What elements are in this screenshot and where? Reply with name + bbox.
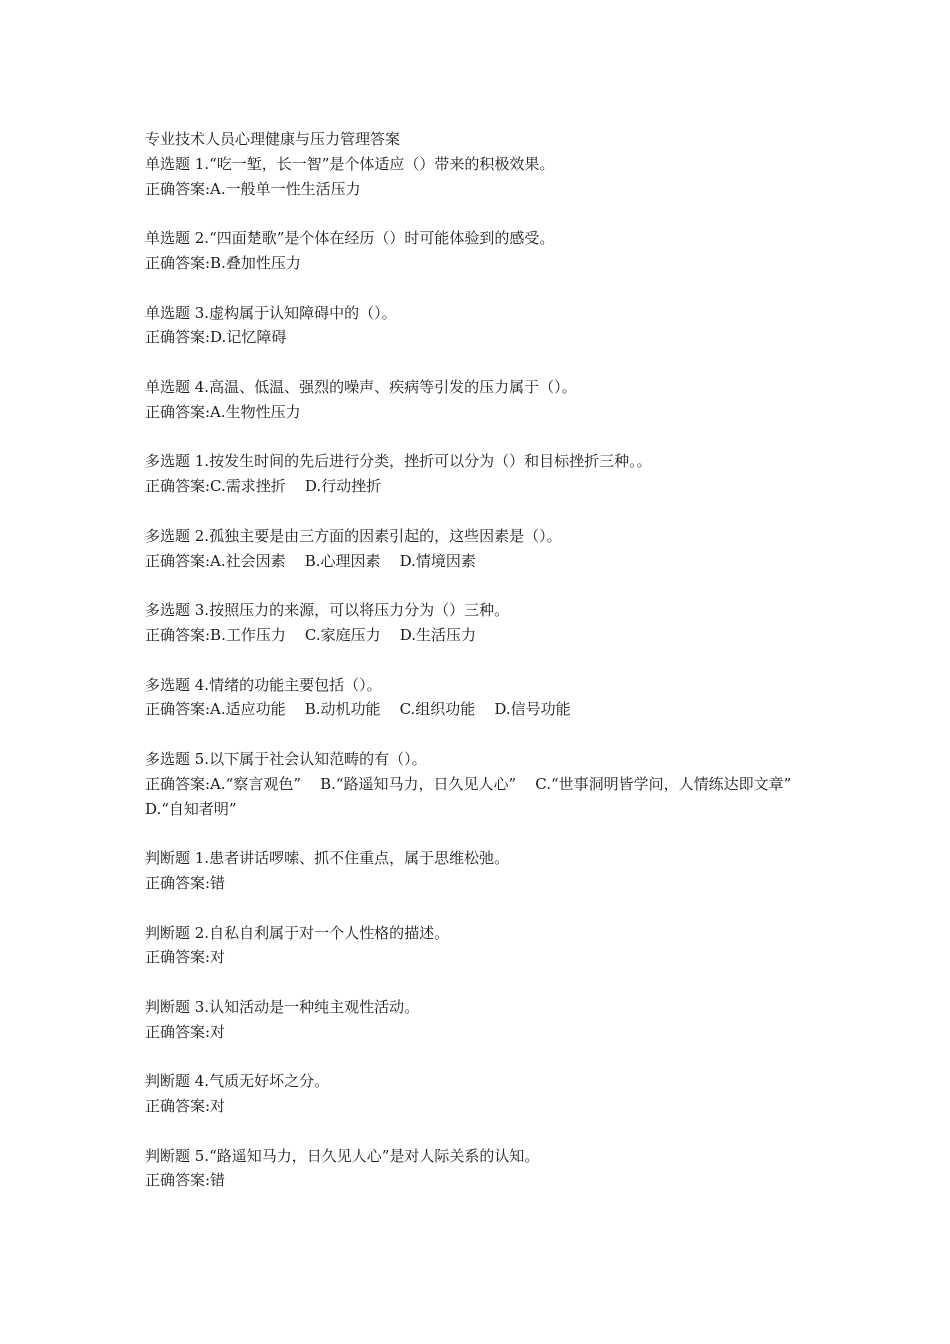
answer-text: 正确答案:C.需求挫折 D.行动挫折 (145, 477, 382, 496)
answer-text: 正确答案:A.“察言观色” B.“路遥知马力，日久见人心” C.“世事洞明皆学问，人情练达即文章” D.“自知者明” (145, 774, 811, 818)
answer-text: 正确答案:A.社会因素 B.心理因素 D.情境因素 (145, 551, 476, 570)
answer-text: 正确答案:A.一般单一性生活压力 (145, 179, 361, 198)
question-block-10 (145, 846, 815, 896)
question-block-7 (145, 598, 815, 648)
question-text: 判断题 3.认知活动是一种纯主观性活动。 (145, 997, 420, 1016)
question-text: 判断题 1.患者讲话啰嗦、抓不住重点，属于思维松弛。 (145, 849, 510, 868)
answer-text: 正确答案:A.生物性压力 (145, 402, 301, 421)
answer-text: 正确答案:对 (145, 1097, 226, 1116)
answer-text: 正确答案:B.叠加性压力 (145, 253, 301, 272)
answer-text: 正确答案:B.工作压力 C.家庭压力 D.生活压力 (145, 625, 476, 644)
question-block-5 (145, 449, 815, 499)
question-text: 多选题 1.按发生时间的先后进行分类，挫折可以分为（）和目标挫折三种。。 (145, 452, 652, 471)
question-text: 多选题 2.孤独主要是由三方面的因素引起的，这些因素是（）。 (145, 526, 562, 545)
question-block-13 (145, 1069, 815, 1119)
question-block-4 (145, 375, 815, 425)
question-text: 多选题 4.情绪的功能主要包括（）。 (145, 675, 382, 694)
question-block-11 (145, 921, 815, 971)
document-title: 专业技术人员心理健康与压力管理答案 (145, 130, 401, 148)
question-block-6 (145, 524, 815, 574)
answer-text: 正确答案:对 (145, 1022, 226, 1041)
answer-text: 正确答案:错 (145, 873, 226, 892)
question-block-3 (145, 301, 815, 351)
document-body (145, 127, 815, 1193)
question-block-2 (145, 226, 815, 276)
question-text: 单选题 3.虚构属于认知障碍中的（）。 (145, 303, 397, 322)
answer-text: 正确答案:D.记忆障碍 (145, 328, 287, 347)
answer-text: 正确答案:对 (145, 948, 226, 967)
question-block-14 (145, 1144, 815, 1194)
question-text: 判断题 4.气质无好坏之分。 (145, 1072, 330, 1091)
question-block-9 (145, 747, 815, 821)
question-text: 判断题 5.“路遥知马力，日久见人心”是对人际关系的认知。 (145, 1146, 540, 1165)
answer-text: 正确答案:错 (145, 1171, 226, 1190)
question-block-1 (145, 152, 815, 202)
question-text: 单选题 2.“四面楚歌”是个体在经历（）时可能体验到的感受。 (145, 229, 555, 248)
answer-text: 正确答案:A.适应功能 B.动机功能 C.组织功能 D.信号功能 (145, 700, 571, 719)
question-text: 多选题 5.以下属于社会认知范畴的有（）。 (145, 749, 427, 768)
question-text: 单选题 1.“吃一堑，长一智”是个体适应（）带来的积极效果。 (145, 154, 555, 173)
question-text: 判断题 2.自私自利属于对一个人性格的描述。 (145, 923, 450, 942)
question-block-12 (145, 995, 815, 1045)
question-text: 多选题 3.按照压力的来源，可以将压力分为（）三种。 (145, 601, 510, 620)
question-block-8 (145, 673, 815, 723)
question-text: 单选题 4.高温、低温、强烈的噪声、疾病等引发的压力属于（）。 (145, 377, 577, 396)
